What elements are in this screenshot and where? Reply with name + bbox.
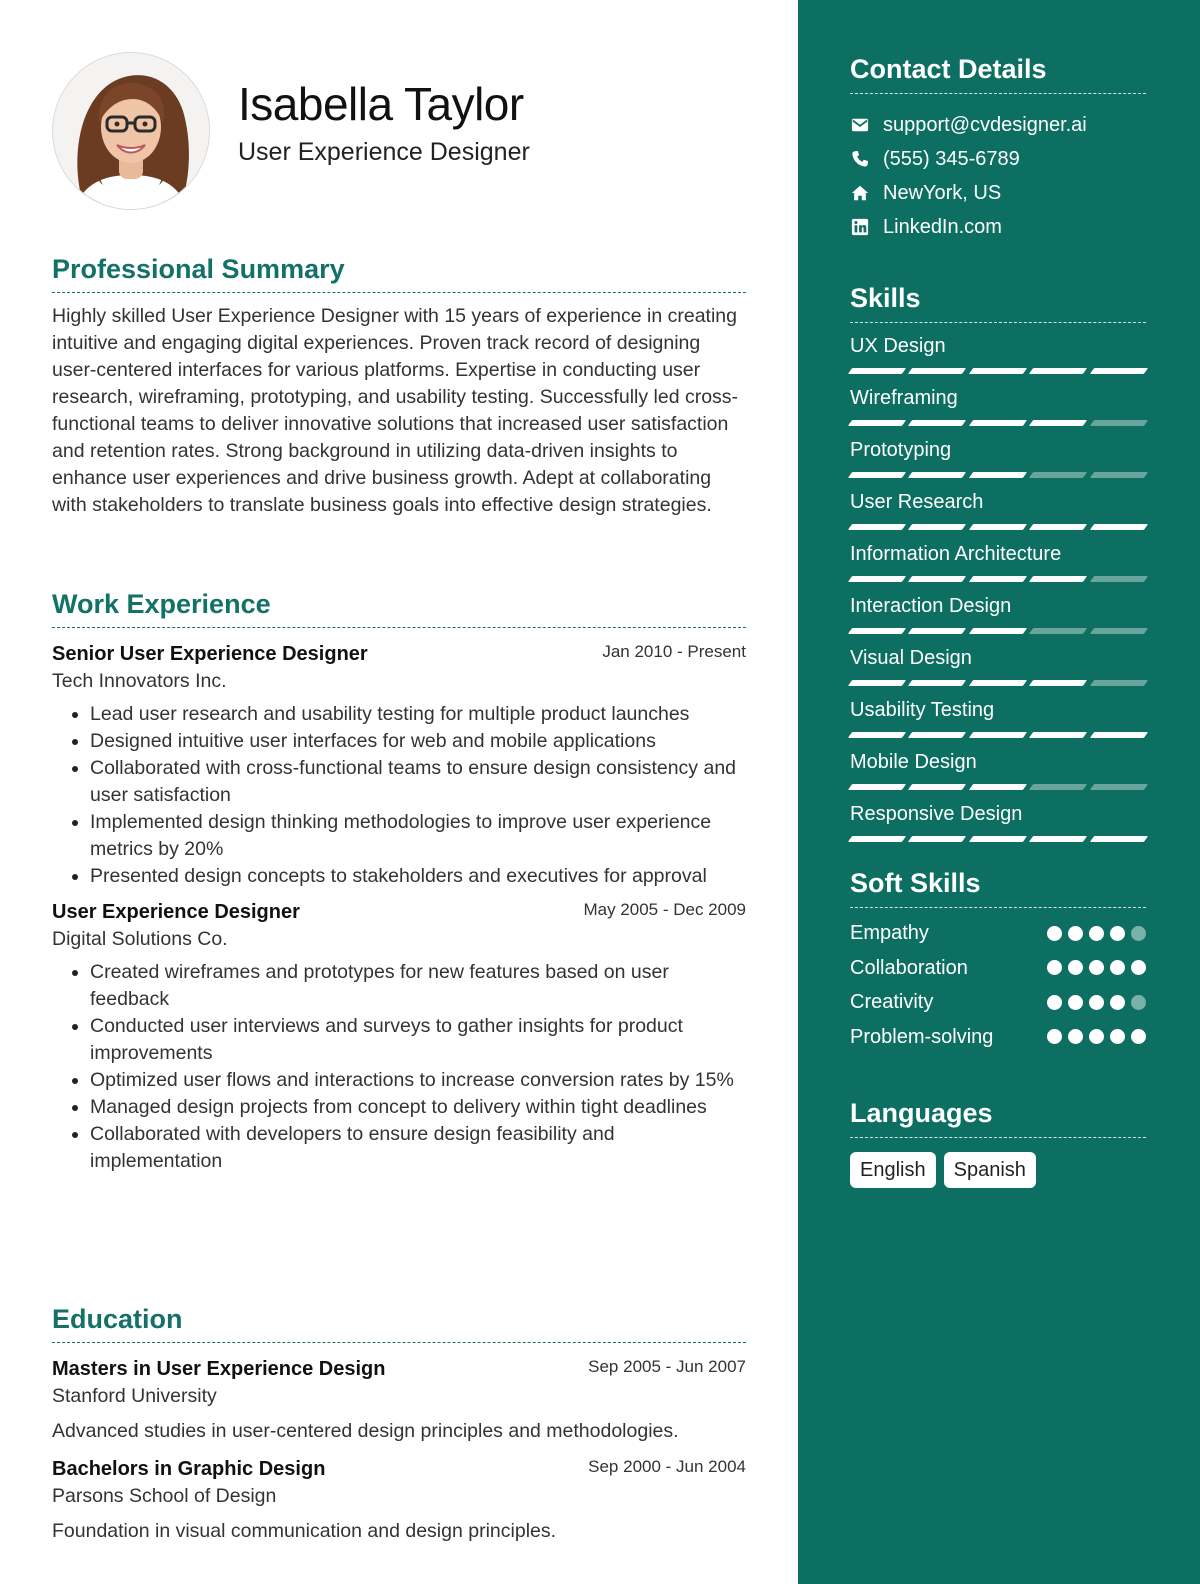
skill-level-segment bbox=[1090, 368, 1149, 374]
rating-dot bbox=[1047, 960, 1062, 975]
language-chip: English bbox=[850, 1152, 936, 1188]
skills-section bbox=[850, 281, 1146, 843]
skill-level-segment bbox=[908, 680, 967, 686]
summary-heading: Professional Summary bbox=[52, 252, 746, 293]
skill-level-bar bbox=[850, 680, 1146, 687]
rating-dot bbox=[1110, 926, 1125, 941]
education-degree: Masters in User Experience Design bbox=[52, 1358, 386, 1380]
soft-skill-rating bbox=[1047, 960, 1146, 975]
skill-level-segment bbox=[1090, 576, 1149, 582]
skill-level-segment bbox=[908, 368, 967, 374]
skill-item bbox=[850, 437, 1146, 479]
skill-level-segment bbox=[908, 836, 967, 842]
soft-skill-item bbox=[850, 1020, 1146, 1055]
languages-heading: Languages bbox=[850, 1096, 1146, 1138]
job-company: Digital Solutions Co. bbox=[52, 928, 228, 950]
experience-heading: Work Experience bbox=[52, 587, 746, 628]
skill-name: User Research bbox=[850, 491, 984, 513]
languages-section bbox=[850, 1096, 1146, 1188]
skill-item bbox=[850, 645, 1146, 687]
home-icon bbox=[850, 183, 870, 203]
skill-level-segment bbox=[969, 732, 1028, 738]
skill-name: UX Design bbox=[850, 335, 946, 357]
skill-item bbox=[850, 697, 1146, 739]
skill-level-segment bbox=[1029, 836, 1088, 842]
soft-skill-name: Collaboration bbox=[850, 956, 968, 979]
skill-name: Wireframing bbox=[850, 387, 958, 409]
education-description: Foundation in visual communication and design principles. bbox=[52, 1520, 557, 1542]
education-school: Stanford University bbox=[52, 1385, 217, 1407]
skill-level-segment bbox=[848, 732, 907, 738]
education-entry bbox=[52, 1455, 746, 1545]
contact-email[interactable] bbox=[850, 108, 1146, 142]
rating-dot bbox=[1131, 926, 1146, 941]
envelope-icon bbox=[850, 115, 870, 135]
skill-level-segment bbox=[1090, 628, 1149, 634]
job-bullet: • Presented design concepts to stakeholders and executives for approval bbox=[90, 863, 746, 890]
contact-phone-text: (555) 345-6789 bbox=[883, 148, 1020, 170]
skill-level-segment bbox=[969, 784, 1028, 790]
job-entry bbox=[52, 898, 746, 1175]
job-dates: Jan 2010 - Present bbox=[602, 642, 746, 661]
summary-section bbox=[52, 252, 746, 519]
skill-level-segment bbox=[1029, 732, 1088, 738]
skill-level-segment bbox=[1090, 836, 1149, 842]
education-dates: Sep 2000 - Jun 2004 bbox=[588, 1457, 746, 1476]
soft-skill-name: Creativity bbox=[850, 991, 934, 1014]
skill-level-bar bbox=[850, 420, 1146, 427]
job-company: Tech Innovators Inc. bbox=[52, 670, 227, 692]
skill-level-segment bbox=[848, 628, 907, 634]
skill-name: Prototyping bbox=[850, 439, 952, 461]
job-header bbox=[52, 640, 746, 668]
education-description: Advanced studies in user-centered design principles and methodologies. bbox=[52, 1420, 679, 1442]
skill-name: Mobile Design bbox=[850, 751, 977, 773]
rating-dot bbox=[1068, 926, 1083, 941]
skill-level-segment bbox=[1090, 732, 1149, 738]
soft-skill-rating bbox=[1047, 995, 1146, 1010]
job-bullet: • Managed design projects from concept to delivery within tight deadlines bbox=[90, 1094, 746, 1121]
soft-skill-rating bbox=[1047, 926, 1146, 941]
job-role: User Experience Designer bbox=[52, 901, 300, 923]
skill-level-segment bbox=[1029, 472, 1088, 478]
job-role: Senior User Experience Designer bbox=[52, 643, 368, 665]
rating-dot bbox=[1047, 995, 1062, 1010]
rating-dot bbox=[1131, 995, 1146, 1010]
linkedin-icon bbox=[850, 217, 870, 237]
profile-photo bbox=[52, 52, 210, 210]
contact-phone[interactable] bbox=[850, 142, 1146, 176]
education-header bbox=[52, 1455, 746, 1483]
rating-dot bbox=[1089, 1029, 1104, 1044]
skill-item bbox=[850, 333, 1146, 375]
skill-item bbox=[850, 593, 1146, 635]
skill-level-segment bbox=[1029, 368, 1088, 374]
education-dates: Sep 2005 - Jun 2007 bbox=[588, 1357, 746, 1376]
soft-skill-rating bbox=[1047, 1029, 1146, 1044]
skill-name: Visual Design bbox=[850, 647, 972, 669]
rating-dot bbox=[1110, 995, 1125, 1010]
job-bullet: • Conducted user interviews and surveys to gather insights for product improvements bbox=[90, 1013, 746, 1067]
skill-level-segment bbox=[1090, 420, 1149, 426]
skill-level-segment bbox=[848, 524, 907, 530]
skill-level-segment bbox=[908, 472, 967, 478]
language-chip: Spanish bbox=[944, 1152, 1036, 1188]
candidate-title: User Experience Designer bbox=[238, 138, 530, 166]
skill-level-bar bbox=[850, 524, 1146, 531]
education-header bbox=[52, 1355, 746, 1383]
skill-level-segment bbox=[969, 628, 1028, 634]
education-heading: Education bbox=[52, 1302, 746, 1343]
job-bullet: • Collaborated with developers to ensure design feasibility and implementation bbox=[90, 1121, 746, 1175]
job-bullet: • Created wireframes and prototypes for new features based on user feedback bbox=[90, 959, 746, 1013]
contact-linkedin-text: LinkedIn.com bbox=[883, 216, 1002, 238]
skill-level-bar bbox=[850, 836, 1146, 843]
soft-skills-list bbox=[850, 916, 1146, 1054]
rating-dot bbox=[1068, 1029, 1083, 1044]
skill-level-segment bbox=[908, 420, 967, 426]
rating-dot bbox=[1047, 926, 1062, 941]
skill-name: Interaction Design bbox=[850, 595, 1012, 617]
skill-level-segment bbox=[848, 680, 907, 686]
skill-level-segment bbox=[1090, 784, 1149, 790]
skills-heading: Skills bbox=[850, 281, 1146, 323]
job-bullets bbox=[52, 701, 746, 890]
skill-item bbox=[850, 541, 1146, 583]
job-bullets bbox=[52, 959, 746, 1175]
skill-level-bar bbox=[850, 576, 1146, 583]
job-entry bbox=[52, 640, 746, 890]
rating-dot bbox=[1047, 1029, 1062, 1044]
skill-level-segment bbox=[1029, 524, 1088, 530]
skill-level-segment bbox=[848, 472, 907, 478]
job-bullet: • Optimized user flows and interactions to increase conversion rates by 15% bbox=[90, 1067, 746, 1094]
soft-skills-section bbox=[850, 866, 1146, 1054]
skill-item bbox=[850, 489, 1146, 531]
skill-level-bar bbox=[850, 628, 1146, 635]
soft-skill-item bbox=[850, 951, 1146, 986]
skill-level-segment bbox=[848, 576, 907, 582]
rating-dot bbox=[1068, 960, 1083, 975]
skill-level-bar bbox=[850, 368, 1146, 375]
rating-dot bbox=[1089, 995, 1104, 1010]
skill-level-segment bbox=[908, 628, 967, 634]
job-bullet: • Lead user research and usability testing for multiple product launches bbox=[90, 701, 746, 728]
skill-level-segment bbox=[1029, 784, 1088, 790]
soft-skill-item bbox=[850, 916, 1146, 951]
skill-level-segment bbox=[1090, 524, 1149, 530]
skill-level-segment bbox=[908, 784, 967, 790]
skill-name: Information Architecture bbox=[850, 543, 1062, 565]
skill-level-segment bbox=[1029, 628, 1088, 634]
skill-level-bar bbox=[850, 784, 1146, 791]
skill-level-segment bbox=[908, 576, 967, 582]
candidate-name: Isabella Taylor bbox=[238, 78, 524, 130]
summary-text: Highly skilled User Experience Designer with 15 years of experience in creating intuitive and engaging digital experiences. Proven track record of designing user-centered interfaces for various platforms. Expertise in conducting user research, wireframing, prototyping, and usability testing. Successfully led cross-functional teams to deliver innovative solutions that increased user satisfaction and retention rates. Strong background in utilizing data-driven insights to enhance user experiences and drive business growth. Adept at collaborating with stakeholders to translate business goals into effective design strategies. bbox=[52, 305, 739, 516]
education-degree: Bachelors in Graphic Design bbox=[52, 1458, 326, 1480]
skill-level-segment bbox=[1029, 680, 1088, 686]
skill-level-segment bbox=[848, 368, 907, 374]
skill-level-segment bbox=[848, 420, 907, 426]
experience-section bbox=[52, 587, 746, 1175]
skill-level-bar bbox=[850, 732, 1146, 739]
rating-dot bbox=[1131, 960, 1146, 975]
skill-item bbox=[850, 385, 1146, 427]
skills-list bbox=[850, 333, 1146, 843]
skill-name: Usability Testing bbox=[850, 699, 995, 721]
skill-level-segment bbox=[969, 680, 1028, 686]
skill-level-segment bbox=[1090, 472, 1149, 478]
skill-level-segment bbox=[1029, 420, 1088, 426]
job-bullet: • Implemented design thinking methodologies to improve user experience metrics by 20% bbox=[90, 809, 746, 863]
skill-level-segment bbox=[969, 420, 1028, 426]
job-bullet: • Designed intuitive user interfaces for web and mobile applications bbox=[90, 728, 746, 755]
soft-skill-item bbox=[850, 985, 1146, 1020]
skill-level-segment bbox=[969, 524, 1028, 530]
phone-icon bbox=[850, 149, 870, 169]
skill-level-segment bbox=[969, 368, 1028, 374]
education-section bbox=[52, 1302, 746, 1545]
skill-level-bar bbox=[850, 472, 1146, 479]
education-school: Parsons School of Design bbox=[52, 1485, 277, 1507]
contact-location-text: NewYork, US bbox=[883, 182, 1002, 204]
job-bullet: • Collaborated with cross-functional teams to ensure design consistency and user satisfaction bbox=[90, 755, 746, 809]
rating-dot bbox=[1089, 960, 1104, 975]
rating-dot bbox=[1110, 1029, 1125, 1044]
sidebar bbox=[798, 0, 1200, 1584]
skill-level-segment bbox=[848, 836, 907, 842]
skill-level-segment bbox=[848, 784, 907, 790]
contact-list bbox=[850, 108, 1146, 244]
skill-item bbox=[850, 801, 1146, 843]
job-dates: May 2005 - Dec 2009 bbox=[583, 900, 746, 919]
profile-photo-illustration bbox=[53, 53, 209, 209]
job-header bbox=[52, 898, 746, 926]
skill-level-segment bbox=[1029, 576, 1088, 582]
skill-level-segment bbox=[908, 524, 967, 530]
rating-dot bbox=[1068, 995, 1083, 1010]
contact-heading: Contact Details bbox=[850, 52, 1146, 94]
rating-dot bbox=[1110, 960, 1125, 975]
rating-dot bbox=[1131, 1029, 1146, 1044]
skill-item bbox=[850, 749, 1146, 791]
languages-list bbox=[850, 1152, 1146, 1188]
skill-name: Responsive Design bbox=[850, 803, 1023, 825]
skill-level-segment bbox=[969, 836, 1028, 842]
rating-dot bbox=[1089, 926, 1104, 941]
soft-skills-heading: Soft Skills bbox=[850, 866, 1146, 908]
contact-section bbox=[850, 52, 1146, 244]
contact-email-text: support@cvdesigner.ai bbox=[883, 114, 1087, 136]
skill-level-segment bbox=[969, 576, 1028, 582]
contact-linkedin[interactable] bbox=[850, 210, 1146, 244]
soft-skill-name: Problem-solving bbox=[850, 1025, 994, 1048]
soft-skill-name: Empathy bbox=[850, 922, 929, 945]
skill-level-segment bbox=[1090, 680, 1149, 686]
skill-level-segment bbox=[908, 732, 967, 738]
education-entry bbox=[52, 1355, 746, 1445]
contact-location bbox=[850, 176, 1146, 210]
skill-level-segment bbox=[969, 472, 1028, 478]
